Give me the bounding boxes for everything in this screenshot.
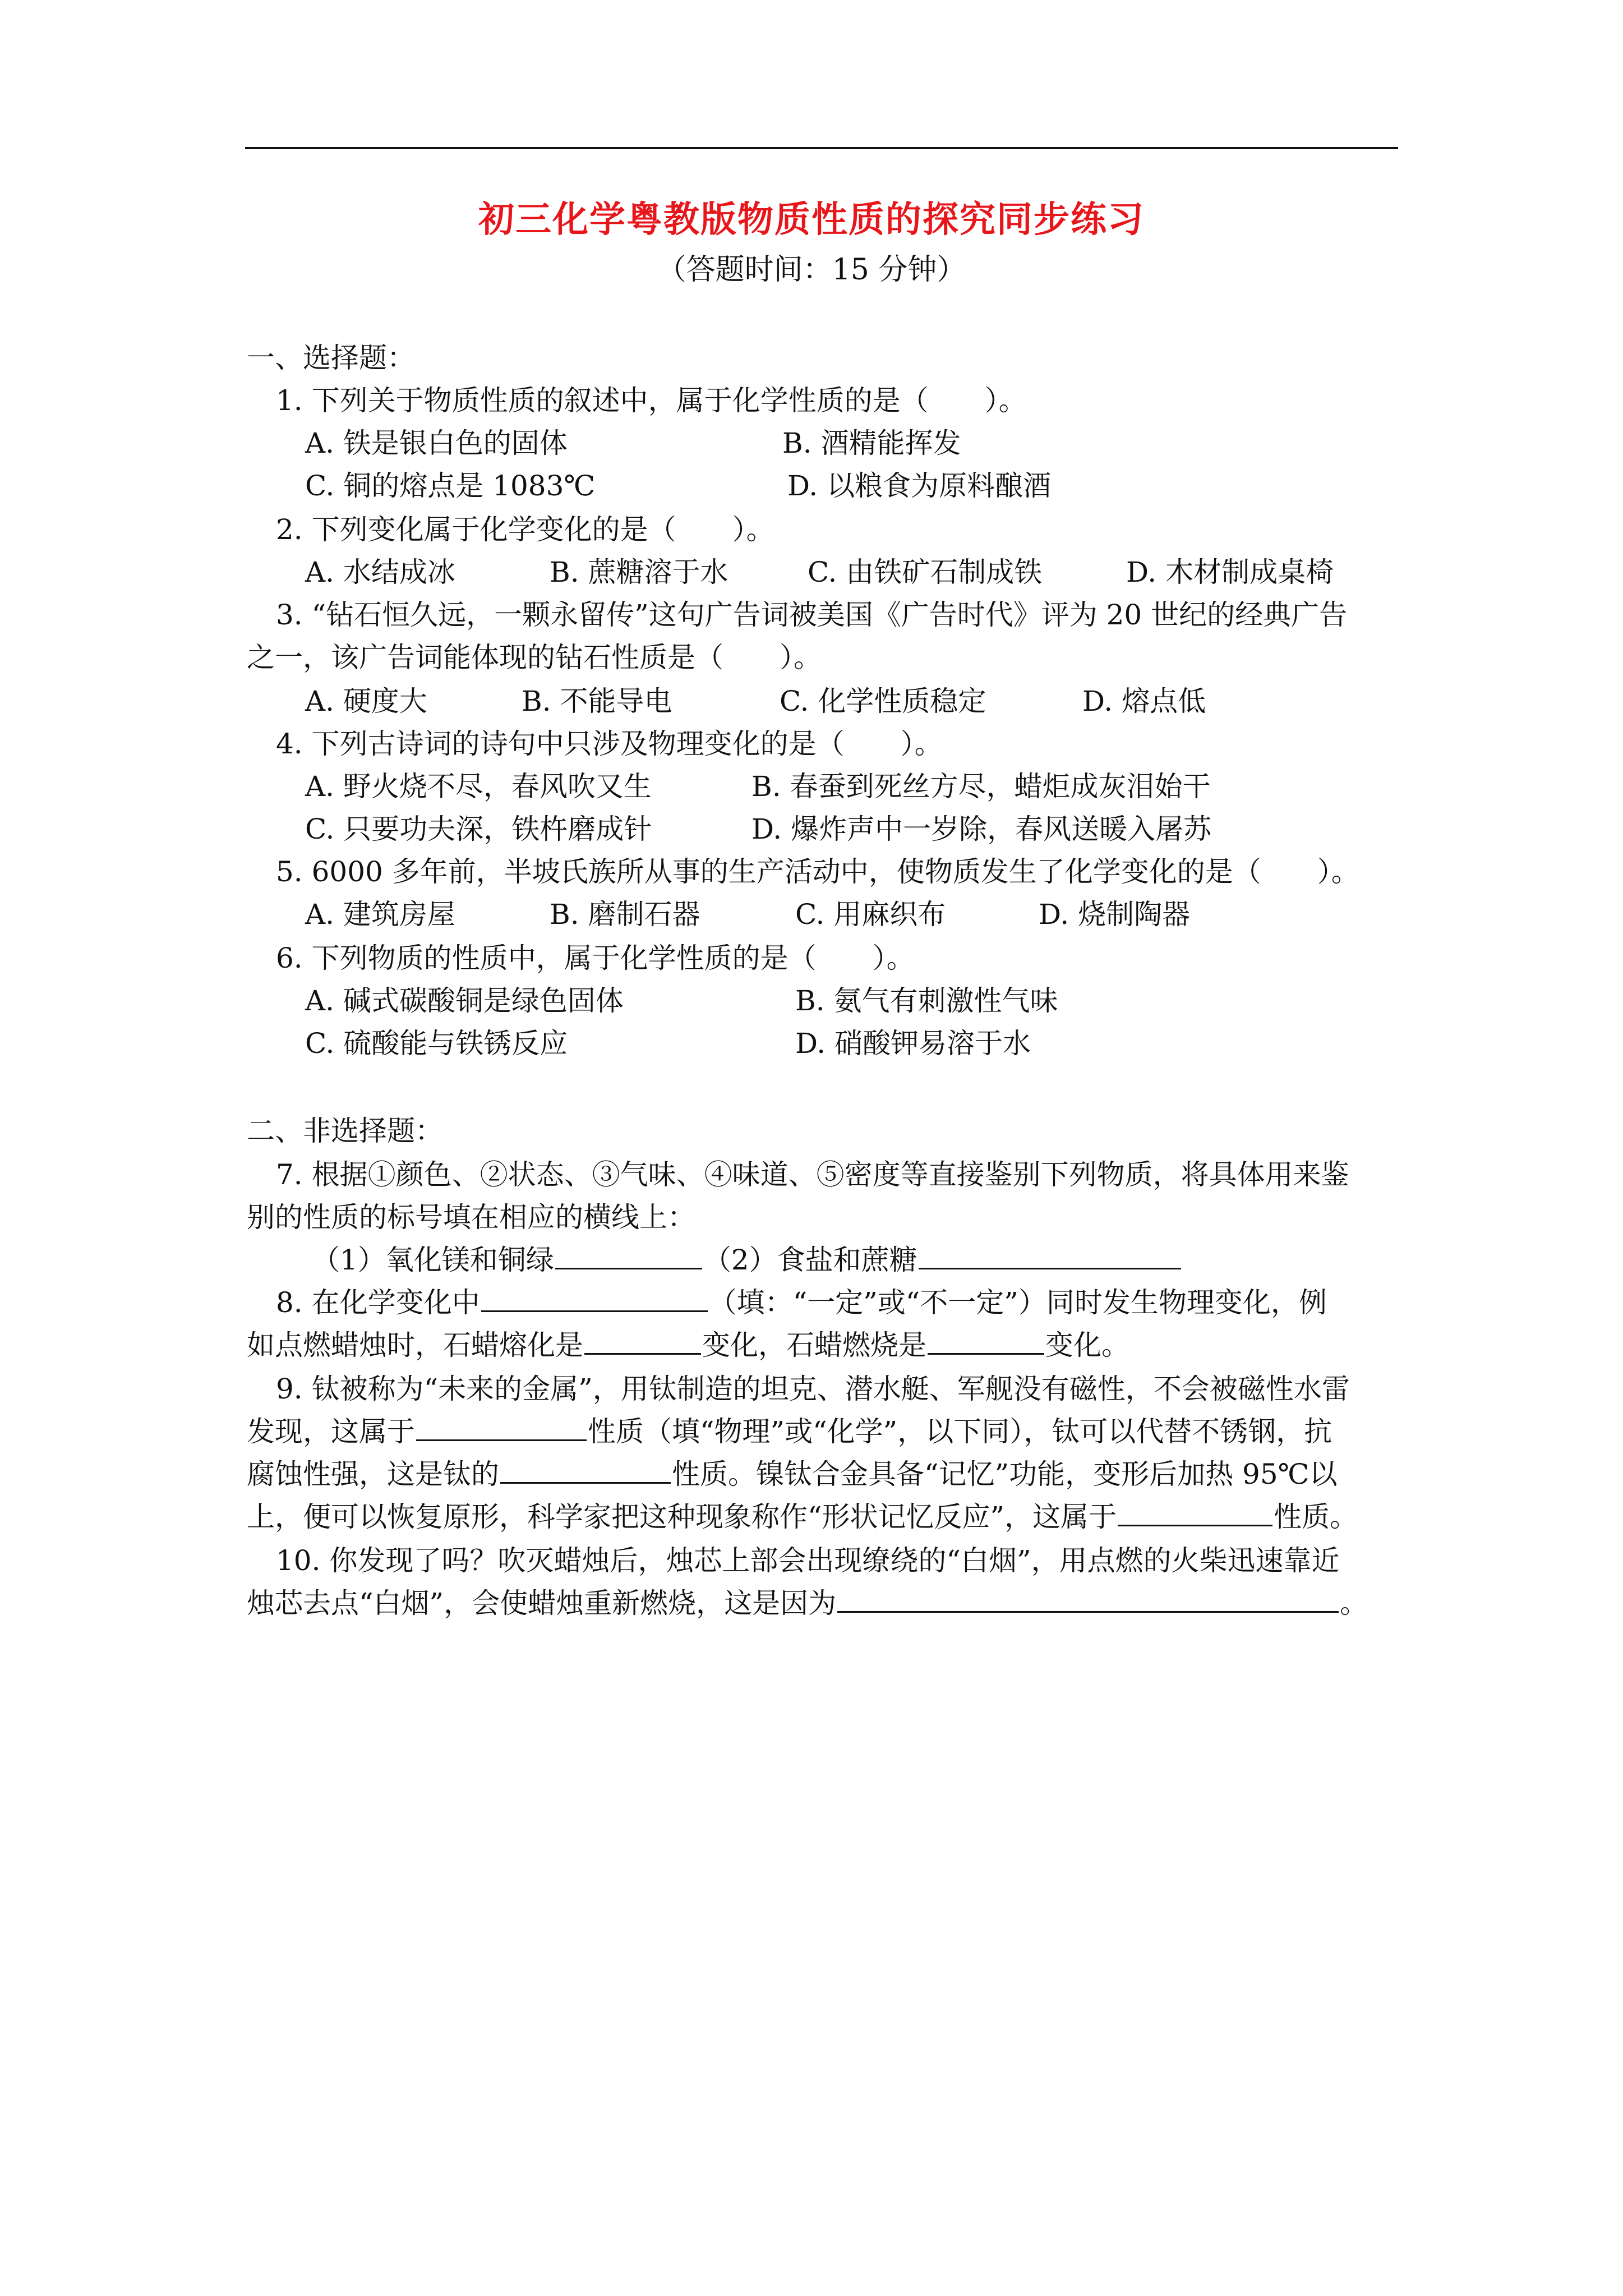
question-4-option-b: B. 春蚕到死丝方尽，蜡炬成灰泪始干	[751, 770, 1211, 803]
question-10-line-1: 10. 你发现了吗？吹灭蜡烛后，烛芯上部会出现缭绕的“白烟”，用点燃的火柴迅速靠近	[276, 1544, 1340, 1577]
question-6-option-b: B. 氨气有刺激性气味	[795, 984, 1058, 1017]
question-5-option-d: D. 烧制陶器	[1039, 898, 1191, 931]
question-7-part-1-blank[interactable]	[555, 1242, 702, 1269]
question-7-line-1: 7. 根据①颜色、②状态、③气味、④味道、⑤密度等直接鉴别下列物质，将具体用来鉴	[276, 1158, 1349, 1191]
question-4-stem: 4. 下列古诗词的诗句中只涉及物理变化的是（ ）。	[276, 728, 943, 760]
question-8-text-5: 变化。	[1045, 1329, 1129, 1361]
question-6-option-d: D. 硝酸钾易溶于水	[795, 1027, 1031, 1060]
question-9-blank-3[interactable]	[1118, 1499, 1272, 1526]
question-8-blank-2[interactable]	[584, 1327, 701, 1355]
section-heading-nonchoice: 二、非选择题：	[247, 1115, 443, 1147]
question-7-line-2: 别的性质的标号填在相应的横线上：	[247, 1201, 695, 1234]
question-8-text-2: （填：“一定”或“不一定”）同时发生物理变化，例	[708, 1286, 1327, 1319]
question-2-option-c: C. 由铁矿石制成铁	[808, 556, 1043, 588]
question-6-option-c: C. 硫酸能与铁锈反应	[305, 1027, 568, 1060]
question-9-line-3	[247, 1456, 1338, 1492]
question-9-text-2: 性质（填“物理”或“化学”，以下同），钛可以代替不锈钢，抗	[588, 1415, 1332, 1448]
question-9-text-3: 腐蚀性强，这是钛的	[247, 1458, 499, 1490]
question-3-option-a: A. 硬度大	[305, 685, 427, 717]
question-9-line-1: 9. 钛被称为“未来的金属”，用钛制造的坦克、潜水艇、军舰没有磁性，不会被磁性水雷	[276, 1373, 1350, 1405]
question-5-stem: 5. 6000 多年前，半坡氏族所从事的生产活动中，使物质发生了化学变化的是（ ）。	[276, 855, 1359, 888]
question-10-text-1: 烛芯去点“白烟”，会使蜡烛重新燃烧，这是因为	[247, 1587, 837, 1619]
question-3-option-b: B. 不能导电	[522, 685, 672, 717]
question-5-option-a: A. 建筑房屋	[305, 898, 455, 931]
question-2-stem: 2. 下列变化属于化学变化的是（ ）。	[276, 513, 774, 546]
question-8-text-4: 变化，石蜡燃烧是	[702, 1329, 926, 1361]
question-3-stem-line-1: 3. “钻石恒久远，一颗永留传”这句广告词被美国《广告时代》评为 20 世纪的经典广告	[276, 599, 1348, 631]
question-6-stem: 6. 下列物质的性质中，属于化学性质的是（ ）。	[276, 942, 915, 974]
question-1-option-a: A. 铁是银白色的固体	[305, 427, 568, 459]
question-2-option-a: A. 水结成冰	[305, 556, 455, 588]
question-4-option-c: C. 只要功夫深，铁杵磨成针	[305, 813, 652, 845]
question-4-option-d: D. 爆炸声中一岁除，春风送暖入屠苏	[751, 813, 1212, 845]
question-8-text-1: 8. 在化学变化中	[276, 1286, 480, 1319]
question-1-option-c: C. 铜的熔点是 1083℃	[305, 470, 596, 502]
question-7-part-1-label: （1）氧化镁和铜绿	[312, 1244, 554, 1276]
question-7-part-2-label: （2）食盐和蔗糖	[703, 1244, 917, 1276]
question-6-option-a: A. 碱式碳酸铜是绿色固体	[305, 984, 624, 1017]
question-1-stem: 1. 下列关于物质性质的叙述中，属于化学性质的是（ ）。	[276, 384, 1027, 417]
question-8-blank-3[interactable]	[928, 1327, 1044, 1355]
question-3-option-c: C. 化学性质稳定	[780, 685, 986, 717]
document-subtitle: （答题时间：15 分钟）	[657, 253, 966, 287]
header-rule	[245, 147, 1398, 149]
question-7-part-2-blank[interactable]	[919, 1242, 1181, 1269]
document-title: 初三化学粤教版物质性质的探究同步练习	[478, 199, 1145, 241]
question-1-option-d: D. 以粮食为原料酿酒	[787, 470, 1052, 502]
question-9-line-2	[247, 1414, 1332, 1450]
question-4-option-a: A. 野火烧不尽，春风吹又生	[305, 770, 652, 803]
question-9-text-1: 发现，这属于	[247, 1415, 415, 1448]
section-heading-choice: 一、选择题：	[247, 342, 415, 374]
question-3-stem-line-2: 之一，该广告词能体现的钻石性质是（ ）。	[247, 641, 822, 674]
question-5-option-b: B. 磨制石器	[550, 898, 700, 931]
question-8-blank-1[interactable]	[481, 1285, 708, 1312]
question-10-line-2	[247, 1585, 1368, 1621]
question-9-line-4	[247, 1499, 1358, 1535]
question-10-text-2: 。	[1340, 1587, 1368, 1619]
question-2-option-d: D. 木材制成桌椅	[1126, 556, 1334, 588]
question-9-blank-2[interactable]	[500, 1456, 671, 1484]
question-9-text-6: 性质。	[1274, 1501, 1358, 1533]
question-1-option-b: B. 酒精能挥发	[782, 427, 961, 459]
question-5-option-c: C. 用麻织布	[795, 898, 946, 931]
question-3-option-d: D. 熔点低	[1082, 685, 1206, 717]
question-8-line-2	[247, 1327, 1129, 1363]
question-9-text-5: 上，便可以恢复原形，科学家把这种现象称作“形状记忆反应”，这属于	[247, 1501, 1117, 1533]
question-9-text-4: 性质。镍钛合金具备“记忆”功能，变形后加热 95℃以	[672, 1458, 1338, 1490]
question-2-option-b: B. 蔗糖溶于水	[550, 556, 728, 588]
question-8-text-3: 如点燃蜡烛时，石蜡熔化是	[247, 1329, 583, 1361]
question-9-blank-1[interactable]	[416, 1414, 587, 1441]
question-10-blank[interactable]	[837, 1585, 1339, 1613]
question-8-line-1	[276, 1285, 1327, 1320]
question-7-parts	[312, 1242, 1182, 1278]
